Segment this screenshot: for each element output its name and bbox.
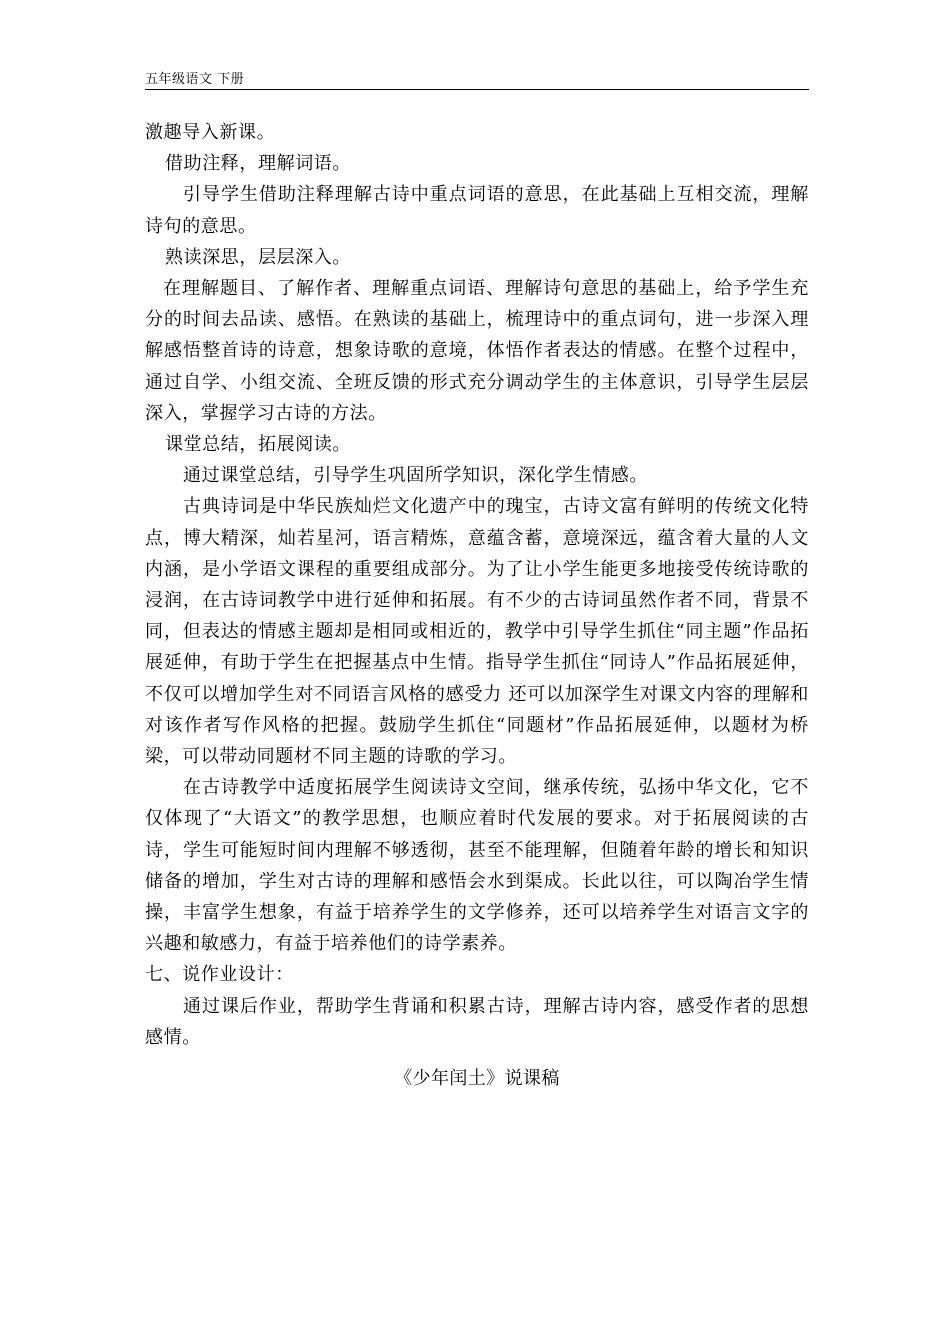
paragraph: 在理解题目、了解作者、理解重点词语、理解诗句意思的基础上，给予学生充分的时间去品读、感悟。在熟读的基础上，梳理诗中的重点词句，进一步深入理解感悟整首诗的诗意，想象诗歌的意境，体悟作者表达的情感。在整个过程中，通过自学、小组交流、全班反馈的形式充分调动学生的主体意识，引导学生层层深入，掌握学习古诗的方法。 — [145, 278, 809, 424]
section-heading: 七、说作业设计： — [145, 964, 294, 986]
paragraph: 通过课堂总结，引导学生巩固所学知识，深化学生情感。 — [183, 465, 648, 487]
paragraph: 通过课后作业，帮助学生背诵和积累古诗，理解古诗内容，感受作者的思想感情。 — [145, 995, 809, 1048]
page-header — [145, 70, 809, 90]
paragraph: 课堂总结，拓展阅读。 — [165, 434, 351, 456]
paragraph: 引导学生借助注释理解古诗中重点词语的意思，在此基础上互相交流，理解诗句的意思。 — [145, 184, 809, 237]
paragraph: 古典诗词是中华民族灿烂文化遗产中的瑰宝，古诗文富有鲜明的传统文化特点，博大精深，灿若星河，语言精炼，意蕴含蓄，意境深远，蕴含着大量的人文内涵，是小学语文课程的重要组成部分。为了让小学生能更多地接受传统诗歌的浸润，在古诗词教学中进行延伸和拓展。有不少的古诗词虽然作者不同，背景不同，但表达的情感主题却是相同或相近的，教学中引导学生抓住“同主题”作品拓展延伸，有助于学生在把握基点中生情。指导学生抓住“同诗人”作品拓展延伸，不仅可以增加学生对不同语言风格的感受力 还可以加深学生对课文内容的理解和对该作者写作风格的把握。鼓励学生抓住“同题材”作品拓展延伸，以题材为桥梁，可以带动同题材不同主题的诗歌的学习。 — [145, 496, 809, 768]
header-text: 五年级语文 下册 — [145, 72, 245, 87]
next-document-title: 《少年闰土》说课稿 — [394, 1068, 560, 1090]
document-body — [145, 117, 809, 1094]
paragraph: 熟读深思，层层深入。 — [165, 246, 351, 268]
paragraph: 激趣导入新课。 — [145, 122, 276, 143]
paragraph: 借助注释，理解词语。 — [165, 153, 351, 175]
paragraph: 在古诗教学中适度拓展学生阅读诗文空间，继承传统，弘扬中华文化，它不仅体现了“大语文”的教学思想，也顺应着时代发展的要求。对于拓展阅读的古诗，学生可能短时间内理解不够透彻，甚至不能理解，但随着年龄的增长和知识储备的增加，学生对古诗的理解和感悟会水到渠成。长此以往，可以陶冶学生情操，丰富学生想象，有益于培养学生的文学修养，还可以培养学生对语言文字的兴趣和敏感力，有益于培养他们的诗学素养。 — [145, 777, 809, 955]
